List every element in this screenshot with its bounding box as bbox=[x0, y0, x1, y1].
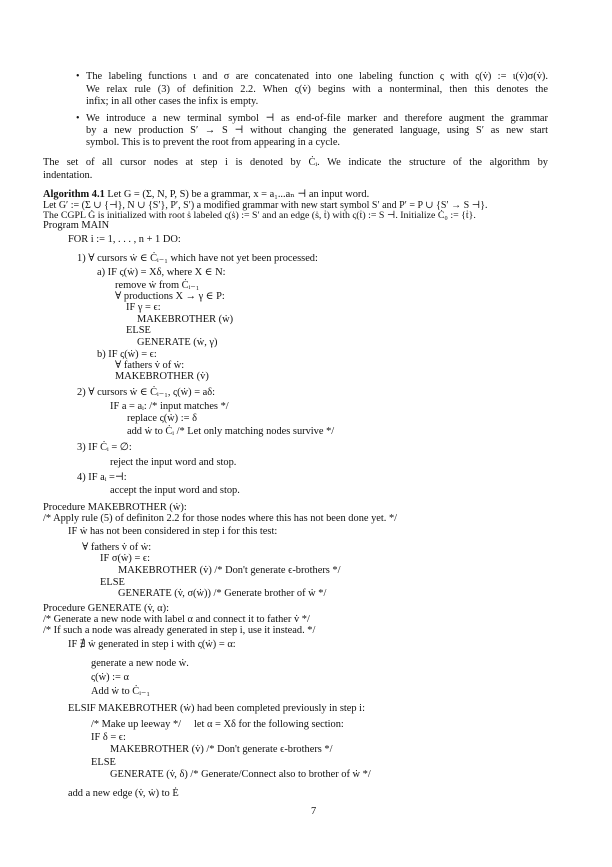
intro-line-2: indentation. bbox=[43, 170, 93, 181]
generate-line: /* If such a node was already generated in step i, use it instead. */ bbox=[43, 625, 316, 636]
makebrother-line: ∀ fathers v̇ of ẇ: bbox=[82, 542, 152, 553]
main-line: 4) IF aᵢ =⊣: bbox=[77, 472, 127, 483]
makebrother-line: /* Apply rule (5) of definiton 2.2 for those nodes where this has not been done yet. */ bbox=[43, 513, 398, 524]
main-line: MAKEBROTHER (ẇ) bbox=[137, 314, 234, 325]
bullet-2-line-2: by a new production S′ → S ⊣ without changing the generated language, using S′ as new start bbox=[86, 125, 548, 136]
generate-line: /* Make up leeway */ let α = Xδ for the following section: bbox=[91, 719, 344, 730]
algorithm-text: Let G = (Σ, N, P, S) be a grammar, x = a₁...aₙ ⊣ an input word. bbox=[107, 189, 370, 200]
makebrother-line: Procedure MAKEBROTHER (ẇ): bbox=[43, 502, 187, 513]
generate-line: /* Generate a new node with label α and connect it to father v̇ */ bbox=[43, 614, 310, 625]
main-line: FOR i := 1, . . . , n + 1 DO: bbox=[68, 234, 181, 245]
main-line: accept the input word and stop. bbox=[110, 485, 240, 496]
program-main-label: Program MAIN bbox=[43, 220, 110, 231]
generate-line: GENERATE (v̇, δ) /* Generate/Connect also to brother of ẇ */ bbox=[110, 769, 371, 780]
bullet-2-line-1: We introduce a new terminal symbol ⊣ as end-of-file marker and therefore augment the grammar bbox=[86, 113, 548, 124]
makebrother-line: ELSE bbox=[100, 577, 125, 588]
generate-line: MAKEBROTHER (v̇) /* Don't generate ϵ-brothers */ bbox=[110, 744, 333, 755]
main-line: ∀ fathers v̇ of ẇ: bbox=[115, 360, 185, 371]
main-line: reject the input word and stop. bbox=[110, 457, 237, 468]
makebrother-line: IF ẇ has not been considered in step i for this test: bbox=[68, 526, 278, 537]
main-line: a) IF ς(ẇ) = Xδ, where X ∈ N: bbox=[97, 267, 226, 278]
main-line: ELSE bbox=[126, 325, 151, 336]
makebrother-line: IF σ(ẇ) = ϵ: bbox=[100, 553, 151, 564]
algorithm-line-2: Let G′ := (Σ ∪ {⊣}, N ∪ {S′}, P′, S′) a modified grammar with new start symbol S′ and P′ = P ∪ {S′ → S ⊣}. bbox=[43, 200, 488, 211]
main-line: IF a = aᵢ: /* input matches */ bbox=[110, 401, 229, 412]
main-line: remove ẇ from Ċᵢ₋₁ bbox=[115, 280, 200, 291]
bullet-1-line-3: infix; in all other cases the infix is empty. bbox=[86, 96, 259, 107]
generate-line: ELSIF MAKEBROTHER (ẇ) had been completed previously in step i: bbox=[68, 703, 365, 714]
generate-line: generate a new node ẇ. bbox=[91, 658, 189, 669]
generate-line: add a new edge (v̇, ẇ) to Ė bbox=[68, 788, 179, 799]
makebrother-line: GENERATE (v̇, σ(ẇ)) /* Generate brother of ẇ */ bbox=[118, 588, 327, 599]
generate-line: Add ẇ to Ċᵢ₋₁ bbox=[91, 686, 151, 697]
main-line: replace ς(ẇ) := δ bbox=[127, 413, 197, 424]
main-line: b) IF ς(ẇ) = ϵ: bbox=[97, 349, 157, 360]
page-number: 7 bbox=[311, 806, 317, 817]
generate-line: ELSE bbox=[91, 757, 116, 768]
main-line: 3) IF Ċᵢ = ∅: bbox=[77, 442, 132, 453]
generate-line: IF δ = ϵ: bbox=[91, 732, 126, 743]
generate-line: Procedure GENERATE (v̇, α): bbox=[43, 603, 169, 614]
bullet-2-line-3: symbol. This is to prevent the root from appearing in a cycle. bbox=[86, 137, 341, 148]
main-line: IF γ = ϵ: bbox=[126, 302, 161, 313]
algorithm-title: Algorithm 4.1 bbox=[43, 189, 105, 200]
main-line: 1) ∀ cursors ẇ ∈ Ċᵢ₋₁ which have not yet been processed: bbox=[77, 253, 318, 264]
main-line: GENERATE (ẇ, γ) bbox=[137, 337, 218, 348]
generate-line: ς(ẇ) := α bbox=[91, 672, 129, 683]
makebrother-line: MAKEBROTHER (v̇) /* Don't generate ϵ-brothers */ bbox=[118, 565, 341, 576]
bullet-1-line-2: We relax rule (3) of definition 2.2. When ς(v̇) begins with a nonterminal, then this denotes the bbox=[86, 84, 548, 95]
main-line: MAKEBROTHER (v̇) bbox=[115, 371, 209, 382]
bullet-marker: • bbox=[76, 71, 80, 82]
generate-line: IF ∄ ẇ generated in step i with ς(ẇ) = α: bbox=[68, 639, 236, 650]
intro-line-1: The set of all cursor nodes at step i is denoted by Ċᵢ. We indicate the structure of the algorithm by bbox=[43, 157, 548, 168]
main-line: ∀ productions X → γ ∈ P: bbox=[115, 291, 225, 302]
bullet-marker: • bbox=[76, 113, 80, 124]
algorithm-line-3: The CGPL Ġ is initialized with root ṡ labeled ς(ṡ) := S′ and an edge (ṡ, ṫ) with ς(ṫ) := S ⊣. Initialize Ċ₀ := {ṫ}. bbox=[43, 210, 476, 221]
main-line: add ẇ to Ċᵢ /* Let only matching nodes survive */ bbox=[127, 426, 335, 437]
main-line: 2) ∀ cursors ẇ ∈ Ċᵢ₋₁, ς(ẇ) = aδ: bbox=[77, 387, 216, 398]
bullet-1-line-1: The labeling functions ι and σ are concatenated into one labeling function ς with ς(v̇) := ι(v̇)σ(v̇). bbox=[86, 71, 548, 82]
